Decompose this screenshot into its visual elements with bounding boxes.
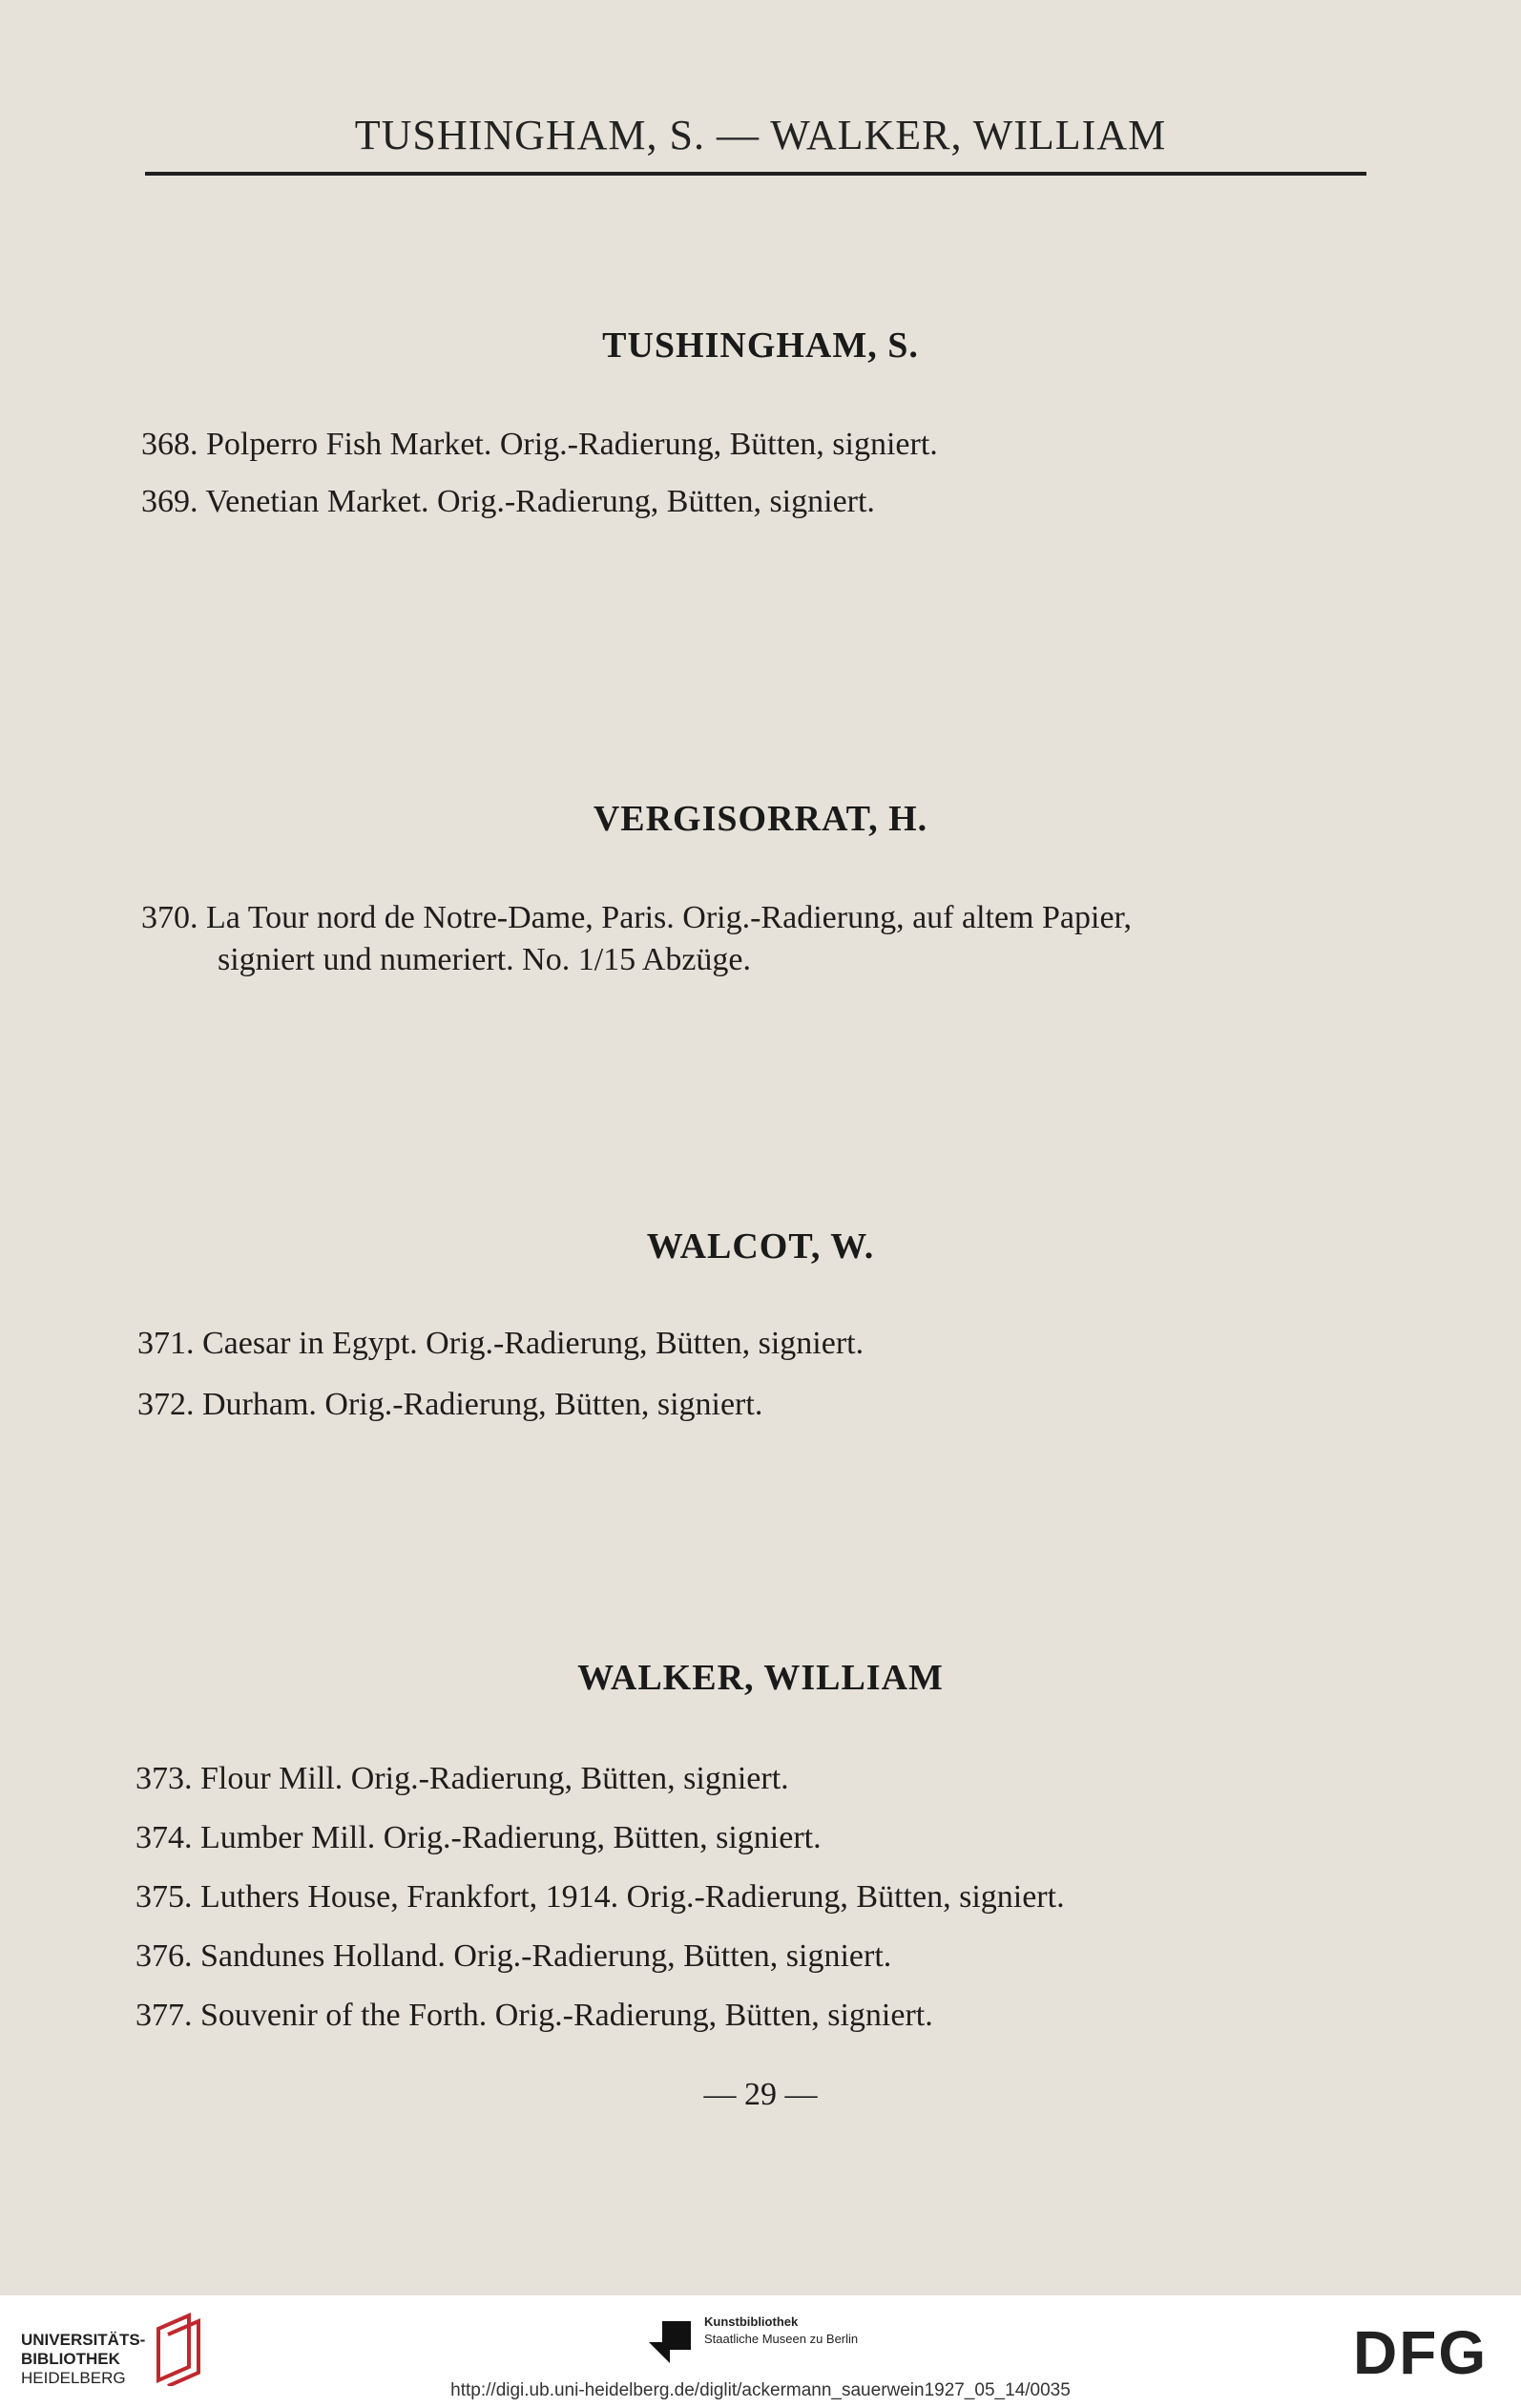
catalog-entry: 374. Lumber Mill. Orig.-Radierung, Bütten, signiert.	[135, 1820, 822, 1855]
section-heading: TUSHINGHAM, S.	[602, 325, 919, 366]
dfg-logo[interactable]: DFG	[1353, 2318, 1489, 2387]
catalog-entry: 369. Venetian Market. Orig.-Radierung, Bütten, signiert.	[141, 484, 875, 519]
page-number: — 29 —	[703, 2077, 818, 2112]
catalog-entry: 373. Flour Mill. Orig.-Radierung, Bütten, signiert.	[135, 1761, 789, 1796]
section-heading: WALCOT, W.	[646, 1226, 875, 1267]
permalink-url[interactable]: http://digi.ub.uni-heidelberg.de/diglit/ackermann_sauerwein1927_05_14/0035	[450, 2380, 1071, 2400]
kb-logo-line: Staatliche Museen zu Berlin	[704, 2332, 859, 2346]
catalog-entry: 370. La Tour nord de Notre-Dame, Paris. Orig.-Radierung, auf altem Papier,	[141, 900, 1132, 935]
section-heading: VERGISORRAT, H.	[593, 799, 928, 839]
catalog-entry: 377. Souvenir of the Forth. Orig.-Radierung, Bütten, signiert.	[135, 1998, 933, 2033]
catalog-entry-continuation: signiert und numeriert. No. 1/15 Abzüge.	[218, 942, 752, 977]
header-rule	[145, 172, 1366, 176]
kb-logo-line: Kunstbibliothek	[704, 2314, 799, 2329]
catalog-entry: 368. Polperro Fish Market. Orig.-Radierung, Bütten, signiert.	[141, 427, 938, 462]
running-head: TUSHINGHAM, S. — WALKER, WILLIAM	[354, 112, 1167, 158]
ub-logo-line: HEIDELBERG	[21, 2369, 126, 2387]
kunstbibliothek-logo[interactable]	[704, 2314, 858, 2348]
catalog-entry: 371. Caesar in Egypt. Orig.-Radierung, Bütten, signiert.	[137, 1326, 865, 1361]
section-heading: WALKER, WILLIAM	[577, 1658, 944, 1698]
ub-logo-line: BIBLIOTHEK	[21, 2350, 120, 2368]
ub-logo-icon	[151, 2310, 208, 2386]
catalog-entry: 375. Luthers House, Frankfort, 1914. Orig.-Radierung, Bütten, signiert.	[135, 1879, 1065, 1915]
ub-logo-line: UNIVERSITÄTS-	[21, 2331, 146, 2349]
kunstbibliothek-logo-icon	[649, 2321, 691, 2363]
catalog-entry: 372. Durham. Orig.-Radierung, Bütten, signiert.	[137, 1387, 763, 1422]
catalog-entry: 376. Sandunes Holland. Orig.-Radierung, Bütten, signiert.	[135, 1938, 892, 1974]
ub-heidelberg-logo[interactable]	[21, 2331, 145, 2388]
